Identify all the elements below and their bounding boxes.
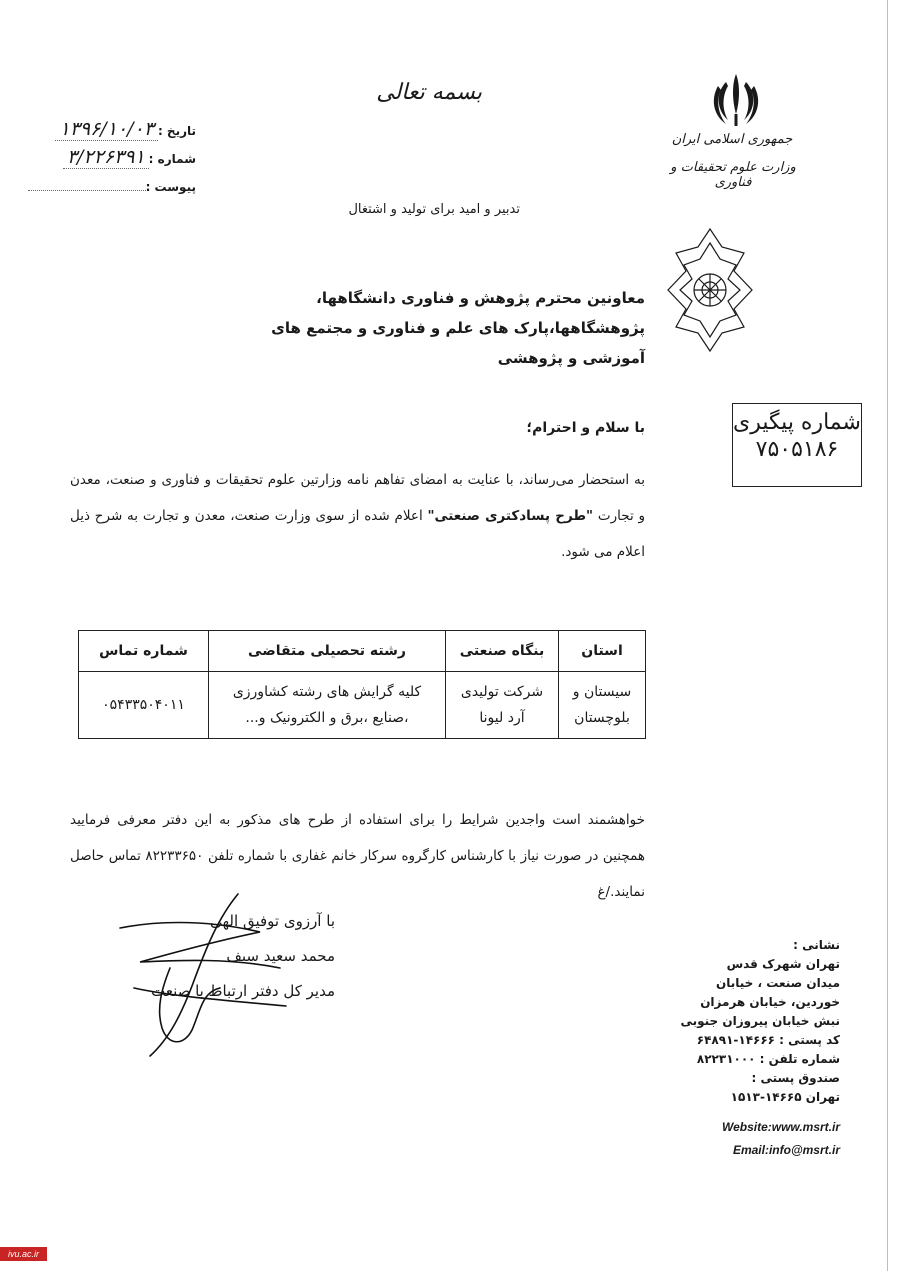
number-row [36, 146, 196, 169]
signatory-title: مدیر کل دفتر ارتباط با صنعت [151, 982, 335, 1000]
address-title: نشانی : [793, 938, 840, 952]
tracking-label: شماره پیگیری [733, 410, 861, 435]
date-value: ۱۳۹۶/۱۰/۰۳ [55, 118, 157, 141]
number-value: ۳/۲۲۶۳۹۱ [63, 146, 149, 169]
email-link[interactable]: Email:info@msrt.ir [732, 1143, 840, 1157]
table-row [79, 672, 646, 739]
source-badge[interactable]: ivu.ac.ir [0, 1247, 47, 1261]
number-label: شماره : [148, 152, 196, 166]
date-row [36, 118, 196, 141]
address-line: میدان صنعت ، خیابان [716, 976, 840, 990]
signature-wish: با آرزوی توفیق الهی [210, 912, 335, 930]
body-text-part1: به استحضار می‌رساند، با عنایت به امضای تفاهم نامه وزارتین علوم تحقیقات و فناوری و صنعت، معدن و تجارت [70, 472, 646, 524]
body-paragraph [70, 462, 645, 570]
handwritten-signature [110, 888, 295, 1060]
address-line: تهران شهرک قدس [726, 957, 840, 971]
table-cell: شرکت تولیدی آرد لیونا [446, 672, 559, 739]
basmala-heading: بسمه تعالی [376, 80, 482, 105]
iran-emblem-icon [710, 70, 762, 130]
address-line: تهران ۱۴۶۶۵-۱۵۱۳ [730, 1090, 840, 1104]
closing-paragraph: خواهشمند است واجدین شرایط را برای استفاده از طرح های مذکور به این دفتر معرفی فرمایید همچنین در صورت نیاز با کارشناس کارگروه سرکار خانم غفاری با شماره تلفن ۸۲۲۳۳۶۵۰ تماس حاصل نمایند./غ [70, 812, 645, 900]
greeting: با سلام و احترام؛ [526, 420, 645, 436]
website-link[interactable]: Website:www.msrt.ir [721, 1120, 840, 1134]
ministry-name: وزارت علوم تحقیقات و فناوری [670, 160, 796, 190]
ornament-icon [664, 225, 756, 355]
table-cell: سیستان و بلوچستان [559, 672, 646, 739]
attachment-row [36, 180, 196, 194]
date-label: تاریخ : [157, 124, 196, 138]
table-cell: کلیه گرایش های رشته کشاورزی ،صنایع ،برق و الکترونیک و... [209, 672, 446, 739]
ministry-address [665, 936, 840, 1107]
requirements-table [78, 630, 646, 739]
column-header: رشته تحصیلی متقاضی [209, 631, 446, 672]
motto-line: تدبیر و امید برای تولید و اشتغال [348, 202, 520, 217]
signatory-name: محمد سعید سیف [226, 947, 335, 965]
address-line: شماره تلفن : ۸۲۲۳۱۰۰۰ [696, 1052, 840, 1066]
address-line: خوردین، خیابان هرمزان [700, 995, 840, 1009]
column-header: شماره تماس [79, 631, 209, 672]
tracking-number: ۷۵۰۵۱۸۶ [755, 437, 839, 462]
column-header: استان [559, 631, 646, 672]
body-text-part2: اعلام شده از سوی وزارت صنعت، معدن و تجارت به شرح ذیل اعلام می شود. [70, 508, 645, 560]
table-header-row [79, 631, 646, 672]
tracking-number-box [732, 403, 862, 487]
page-edge-line [887, 0, 888, 1271]
address-line: صندوق پستی : [751, 1071, 840, 1085]
attachment-label: پیوست : [145, 180, 196, 194]
body-highlight: "طرح پسادکتری صنعتی" [427, 508, 594, 524]
government-name: جمهوری اسلامی ایران [671, 132, 793, 147]
table-cell: ۰۵۴۳۳۵۰۴۰۱۱ [79, 672, 209, 739]
attachment-value [28, 190, 146, 191]
address-line: کد پستی : ۱۴۶۶۶-۶۴۸۹۱ [696, 1033, 840, 1047]
addressee: معاونین محترم پژوهش و فناوری دانشگاهها، پژوهشگاهها،پارک های علم و فناوری و مجتمع های آموزشی و پژوهشی [271, 289, 645, 367]
address-line: نبش خیابان پیروزان جنوبی [680, 1014, 840, 1028]
column-header: بنگاه صنعتی [446, 631, 559, 672]
